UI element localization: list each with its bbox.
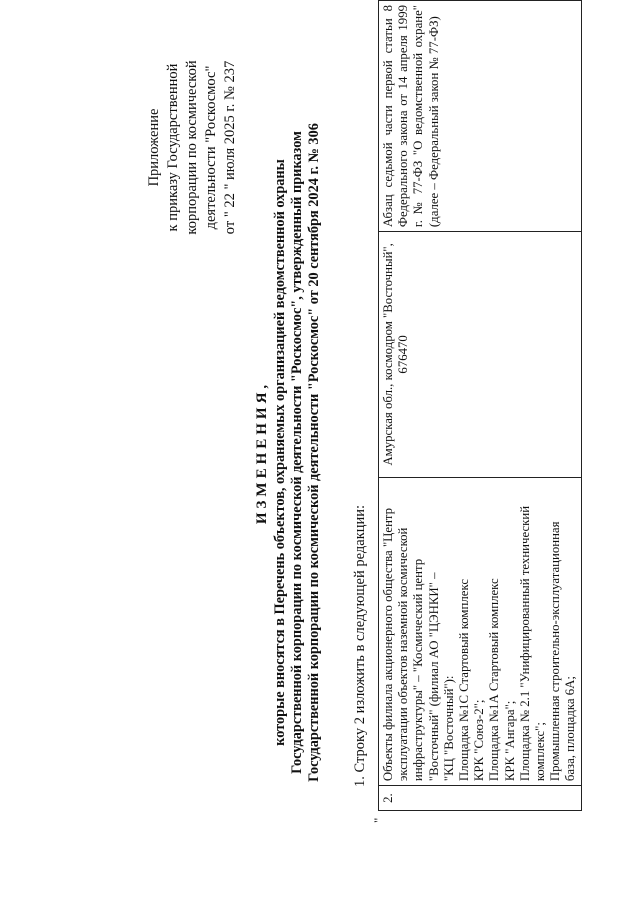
object-line: комплекс"; — [533, 722, 548, 782]
table-row — [379, 1, 582, 811]
opening-quote: " — [371, 817, 386, 823]
object-line: Промышленная строительно-эксплуатационная — [548, 521, 563, 782]
object-line: КРК "Союз-2"; — [472, 699, 487, 782]
document-title: ИЗМЕНЕНИЯ, — [254, 380, 270, 525]
object-line: КРК "Ангара"; — [502, 700, 517, 782]
object-line: Площадка №1А Стартовый комплекс — [487, 578, 502, 782]
object-line: инфраструктуры" – "Космический центр — [411, 558, 426, 782]
subtitle-line: которые вносятся в Перечень объектов, охраняемых организацией ведомственной охраны — [272, 159, 288, 746]
legal-basis-cell: Абзац седьмой части первой статьи 8 Федерального закона от 14 апреля 1999 г. № 77-ФЗ "О ведомственной охране" (далее – Федеральный закон № 77-ФЗ) — [379, 1, 582, 232]
row-number: 2. — [379, 786, 582, 811]
subtitle-line: Государственной корпорации по космической деятельности "Роскосмос" от 20 сентября 2024 г. № 306 — [306, 123, 322, 782]
appendix-block — [145, 45, 240, 250]
appendix-line: к приказу Государственной — [165, 63, 181, 232]
object-line: эксплуатации объектов наземной космической — [396, 527, 411, 782]
amendment-instruction: 1. Строку 2 изложить в следующей редакции: — [352, 504, 368, 787]
object-line: база, площадка 6А; — [563, 676, 578, 782]
object-line: "Восточный" (филиал АО "ЦЭНКИ" – — [426, 572, 441, 782]
appendix-title: Приложение — [146, 108, 162, 187]
document-subtitle — [272, 0, 323, 905]
object-line: Площадка №1С Стартовый комплекс — [457, 578, 472, 782]
appendix-line: деятельности "Роскосмос" — [203, 65, 219, 230]
appendix-line: корпорации по космической — [184, 60, 200, 235]
appendix-order-date: от " 22 " июля 2025 г. № 237 — [222, 60, 238, 235]
object-line: "КЦ "Восточный"): — [441, 675, 456, 782]
address-cell: Амурская обл., космодром "Восточный", 676470 — [379, 232, 582, 478]
object-line: Площадка № 2.1 "Унифицированный технический — [517, 505, 532, 782]
object-cell — [379, 477, 582, 785]
subtitle-line: Государственной корпорации по космической деятельности "Роскосмос", утвержденный приказом — [289, 131, 305, 774]
object-line: Объекты филиала акционерного общества "Центр — [381, 507, 395, 782]
amendment-table — [378, 0, 582, 811]
